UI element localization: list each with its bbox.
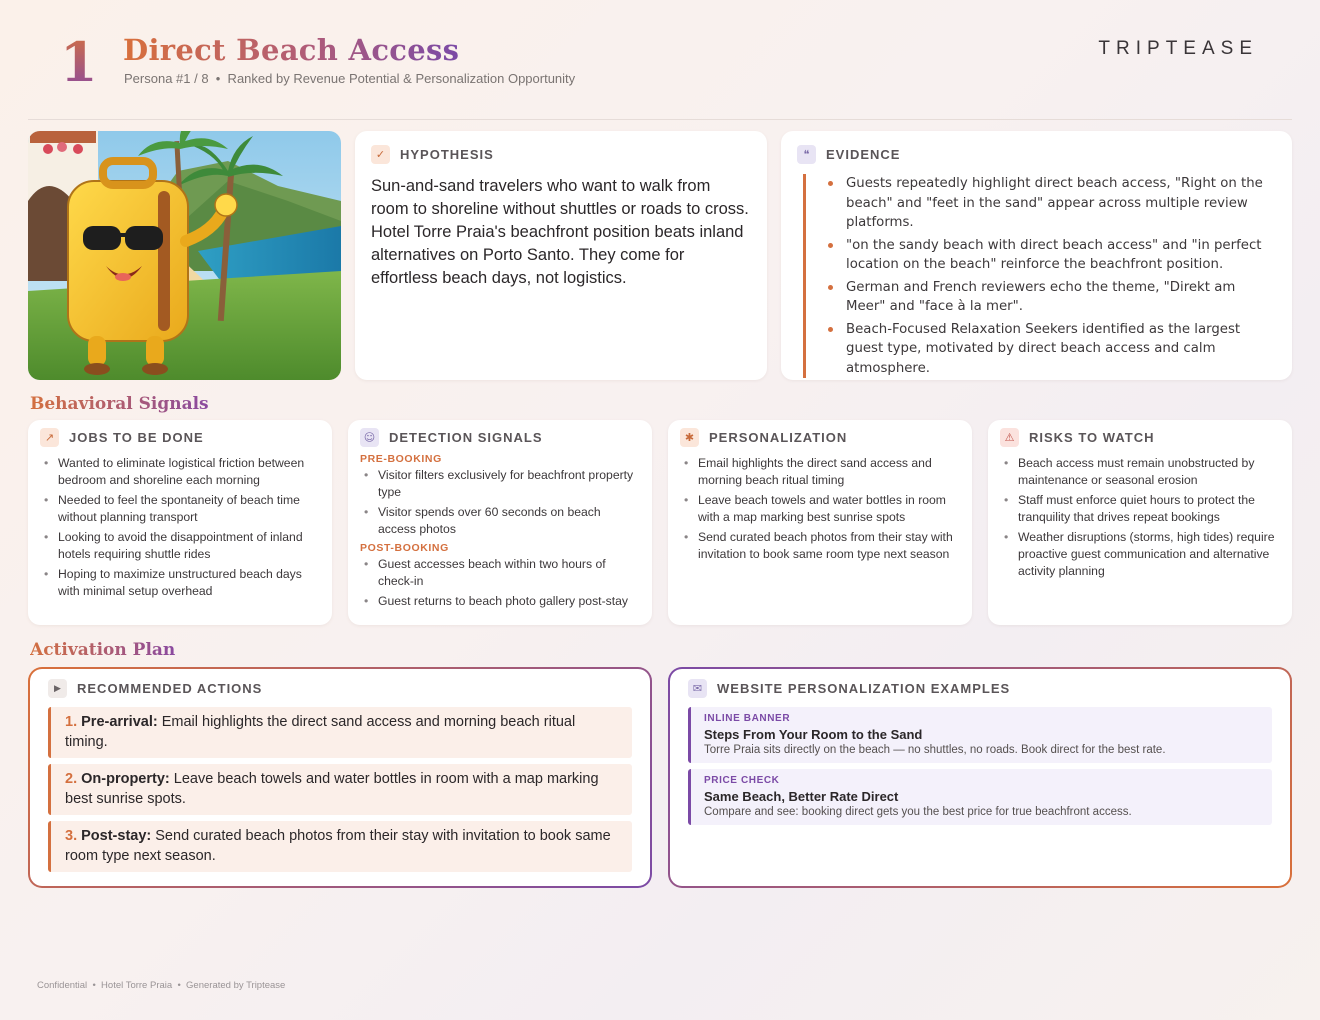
smiley-icon: ☺ xyxy=(360,428,379,447)
jobs-list xyxy=(40,455,320,600)
risks-card xyxy=(988,420,1292,625)
hypothesis-text: Sun-and-sand travelers who want to walk from room to shoreline without shuttles or roads to cross. Hotel Torre Praia's beachfront position beats inland alternatives on Porto Santo. They come for effortless beach days, not logistics. xyxy=(371,177,749,287)
website-example xyxy=(688,707,1272,763)
evidence-item: Beach-Focused Relaxation Seekers identified as the largest guest type, motivated by direct beach access and calm atmosphere. xyxy=(826,320,1276,379)
action-item xyxy=(48,707,632,758)
hero-illustration xyxy=(28,131,341,380)
list-item: • Needed to feel the spontaneity of beach time without planning transport xyxy=(40,492,320,526)
risks-list xyxy=(1000,455,1280,580)
list-item: • Weather disruptions (storms, high tides) require proactive guest communication and alternative activity planning xyxy=(1000,529,1280,580)
pre-booking-label: PRE-BOOKING xyxy=(360,453,442,465)
quote-icon: ❝ xyxy=(797,145,816,164)
hypothesis-title: HYPOTHESIS xyxy=(400,147,494,162)
list-item: • Leave beach towels and water bottles in room with a map marking best sunrise spots xyxy=(680,492,960,526)
list-item: • Email highlights the direct sand access and morning beach ritual timing xyxy=(680,455,960,489)
detection-signals-card xyxy=(348,420,652,625)
warning-icon: ⚠ xyxy=(1000,428,1019,447)
personalization-card xyxy=(668,420,972,625)
example-headline: Same Beach, Better Rate Direct xyxy=(704,789,899,804)
persona-number: 1 xyxy=(60,30,98,94)
list-item: • Visitor filters exclusively for beachfront property type xyxy=(360,467,640,501)
page-subtitle: Persona #1 / 8 • Ranked by Revenue Potential & Personalization Opportunity xyxy=(124,71,576,86)
action-number: 2. xyxy=(65,771,78,787)
list-item: • Staff must enforce quiet hours to protect the tranquility that drives repeat bookings xyxy=(1000,492,1280,526)
page-footer: Confidential • Hotel Torre Praia • Generated by Triptease xyxy=(37,980,286,991)
website-title: WEBSITE PERSONALIZATION EXAMPLES xyxy=(717,681,1011,696)
action-text: Leave beach towels and water bottles in room with a map marking best sunrise spots. xyxy=(65,771,599,807)
jobs-title: JOBS TO BE DONE xyxy=(69,430,204,445)
jobs-to-be-done-card xyxy=(28,420,332,625)
list-item: • Guest returns to beach photo gallery post-stay xyxy=(360,593,640,610)
page-title: Direct Beach Access xyxy=(123,33,460,67)
page-header xyxy=(28,28,1292,120)
list-item: • Visitor spends over 60 seconds on beach access photos xyxy=(360,504,640,538)
action-item xyxy=(48,764,632,815)
post-booking-list xyxy=(360,556,640,610)
personalization-list xyxy=(680,455,960,563)
evidence-title: EVIDENCE xyxy=(826,147,901,162)
list-item: • Wanted to eliminate logistical friction between bedroom and shoreline each morning xyxy=(40,455,320,489)
post-booking-label: POST-BOOKING xyxy=(360,542,449,554)
website-example xyxy=(688,769,1272,825)
activation-plan-heading: Activation Plan xyxy=(30,640,176,660)
beach-suitcase-illustration xyxy=(28,131,341,380)
list-item: • Guest accesses beach within two hours of check-in xyxy=(360,556,640,590)
action-number: 1. xyxy=(65,714,78,730)
personalization-title: PERSONALIZATION xyxy=(709,430,848,445)
mail-icon: ✉ xyxy=(688,679,707,698)
evidence-item: Guests repeatedly highlight direct beach access, "Right on the beach" and "feet in the sand" appear across multiple review platforms. xyxy=(826,174,1276,233)
action-text: Email highlights the direct sand access and morning beach ritual timing. xyxy=(65,714,576,750)
evidence-list xyxy=(803,174,1276,378)
action-lead: On-property: xyxy=(81,771,170,787)
action-lead: Post-stay: xyxy=(81,828,152,844)
example-tag: PRICE CHECK xyxy=(704,775,780,786)
action-number: 3. xyxy=(65,828,78,844)
arrow-up-right-icon: ↗ xyxy=(40,428,59,447)
list-item: • Hoping to maximize unstructured beach days with minimal setup overhead xyxy=(40,566,320,600)
recommended-actions-panel xyxy=(28,667,652,888)
list-item: • Looking to avoid the disappointment of inland hotels requiring shuttle rides xyxy=(40,529,320,563)
list-item: • Send curated beach photos from their stay with invitation to book same room type next season xyxy=(680,529,960,563)
brand-logo: TRIPTEASE xyxy=(1098,38,1258,59)
actions-title: RECOMMENDED ACTIONS xyxy=(77,681,263,696)
detection-title: DETECTION SIGNALS xyxy=(389,430,543,445)
risks-title: RISKS TO WATCH xyxy=(1029,430,1155,445)
example-headline: Steps From Your Room to the Sand xyxy=(704,727,923,742)
check-icon: ✓ xyxy=(371,145,390,164)
example-description: Compare and see: booking direct gets you the best price for true beachfront access. xyxy=(704,806,1132,818)
asterisk-icon: ✱ xyxy=(680,428,699,447)
hypothesis-card xyxy=(355,131,767,380)
action-lead: Pre-arrival: xyxy=(81,714,158,730)
example-description: Torre Praia sits directly on the beach — no shuttles, no roads. Book direct for the best rate. xyxy=(704,744,1166,756)
evidence-item: German and French reviewers echo the theme, "Direkt am Meer" and "face à la mer". xyxy=(826,278,1276,317)
behavioral-signals-heading: Behavioral Signals xyxy=(30,394,209,414)
evidence-card xyxy=(781,131,1292,380)
pre-booking-list xyxy=(360,467,640,538)
list-item: • Beach access must remain unobstructed by maintenance or seasonal erosion xyxy=(1000,455,1280,489)
action-text: Send curated beach photos from their stay with invitation to book same room type next season. xyxy=(65,828,611,864)
example-tag: INLINE BANNER xyxy=(704,713,791,724)
action-item xyxy=(48,821,632,872)
play-icon: ▶ xyxy=(48,679,67,698)
evidence-item: "on the sandy beach with direct beach access" and "in perfect location on the beach" reinforce the beachfront position. xyxy=(826,236,1276,275)
website-personalization-panel xyxy=(668,667,1292,888)
